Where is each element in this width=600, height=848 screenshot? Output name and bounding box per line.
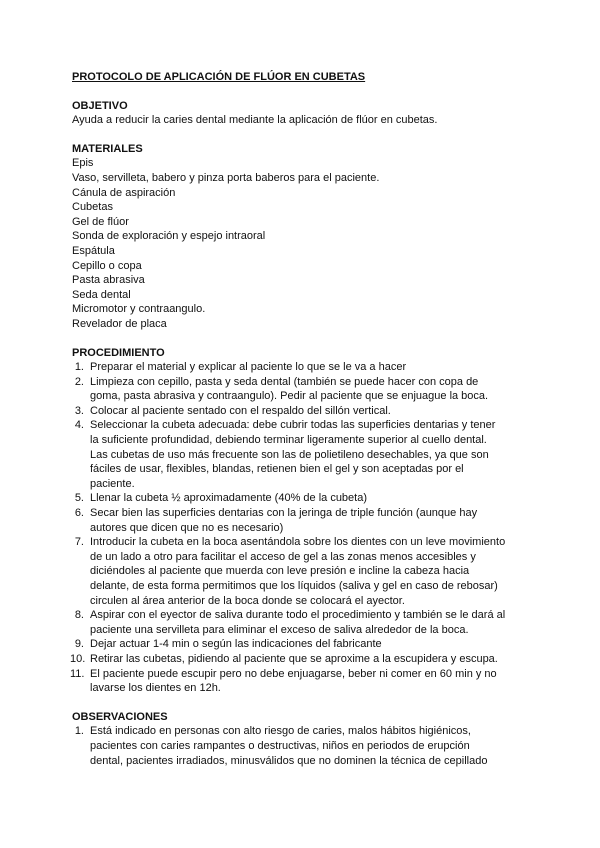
procedimiento-step	[72, 404, 560, 419]
procedimiento-step-text-line: Seleccionar la cubeta adecuada: debe cubrir todas las superficies dentarias y tener	[90, 419, 496, 432]
procedimiento-step	[72, 360, 560, 375]
materiales-item: Cepillo o copa	[72, 259, 142, 272]
materiales-item: Espátula	[72, 244, 115, 257]
materiales-item: Gel de flúor	[72, 215, 129, 228]
procedimiento-step	[72, 608, 560, 637]
observaciones-item-text-line: pacientes con caries rampantes o destructivas, niños en periodos de erupción	[90, 739, 470, 752]
procedimiento-step-text-line: goma, pasta abrasiva y contraangulo). Pedir al paciente que se enjuague la boca.	[90, 390, 489, 403]
materiales-heading: MATERIALES	[72, 142, 143, 155]
procedimiento-step-text-line: circulen al área anterior de la boca donde se colocará el ayector.	[90, 594, 405, 607]
procedimiento-step-text-line: Dejar actuar 1-4 min o según las indicaciones del fabricante	[90, 638, 382, 651]
section-observaciones	[72, 710, 560, 768]
procedimiento-step-text-line: lavarse los dientes en 12h.	[90, 682, 221, 695]
procedimiento-step-number: 11.	[70, 667, 85, 680]
procedimiento-step-text-line: Llenar la cubeta ½ aproximadamente (40% de la cubeta)	[90, 492, 368, 505]
procedimiento-step-text-line: autores que dicen que no es necesario)	[90, 521, 284, 534]
procedimiento-step-number: 9.	[74, 638, 84, 651]
materiales-item: Pasta abrasiva	[72, 274, 145, 287]
observaciones-heading: OBSERVACIONES	[72, 710, 168, 723]
objetivo-text: Ayuda a reducir la caries dental mediante la aplicación de flúor en cubetas.	[72, 114, 438, 127]
procedimiento-step-number: 10.	[70, 652, 86, 665]
procedimiento-step-text-line: Las cubetas de uso más frecuente son las de polietileno desechables, ya que son	[90, 448, 489, 461]
document-title: PROTOCOLO DE APLICACIÓN DE FLÚOR EN CUBETAS	[72, 71, 366, 83]
procedimiento-step	[72, 418, 560, 491]
procedimiento-step-text-line: Limpieza con cepillo, pasta y seda dental (también se puede hacer con copa de	[90, 375, 479, 388]
procedimiento-step-number: 2.	[74, 375, 84, 388]
procedimiento-step-text-line: la suficiente profundidad, debiendo terminar ligeramente superior al cuello dental.	[90, 434, 487, 447]
procedimiento-step	[72, 667, 560, 696]
procedimiento-step-number: 5.	[74, 492, 84, 505]
procedimiento-step	[72, 652, 560, 667]
procedimiento-step-text-line: Retirar las cubetas, pidiendo al paciente que se aproxime a la escupidera y escupa.	[90, 652, 498, 665]
procedimiento-step	[72, 535, 560, 608]
procedimiento-list	[72, 360, 560, 696]
procedimiento-step-number: 1.	[74, 361, 84, 374]
materiales-item: Seda dental	[72, 288, 131, 301]
procedimiento-heading: PROCEDIMIENTO	[72, 346, 165, 359]
procedimiento-step-number: 7.	[74, 536, 84, 549]
procedimiento-step-text-line: Aspirar con el eyector de saliva durante todo el procedimiento y también se le dará al	[90, 609, 506, 622]
materiales-item: Cánula de aspiración	[72, 186, 176, 199]
procedimiento-step-number: 8.	[74, 609, 84, 622]
section-procedimiento	[72, 346, 560, 696]
procedimiento-step	[72, 506, 560, 535]
materiales-item: Revelador de placa	[72, 317, 167, 330]
procedimiento-step-number: 3.	[74, 404, 84, 417]
procedimiento-step-text-line: Colocar al paciente sentado con el respaldo del sillón vertical.	[90, 404, 391, 417]
observaciones-item-text-line: dental, pacientes irradiados, minusválidos que no dominen la técnica de cepillado	[90, 754, 488, 767]
section-objetivo	[72, 99, 560, 128]
materiales-item: Epis	[72, 157, 94, 170]
procedimiento-step-text-line: fáciles de usar, flexibles, blandas, retienen bien el gel y son aceptadas por el	[90, 463, 464, 476]
procedimiento-step-text-line: Preparar el material y explicar al paciente lo que se le va a hacer	[90, 361, 407, 374]
observaciones-item-text-line: Está indicado en personas con alto riesgo de caries, malos hábitos higiénicos,	[90, 725, 471, 738]
observaciones-item-number: 1.	[74, 725, 84, 738]
procedimiento-step-text-line: diciéndoles al paciente que muerda con leve presión e incline la cabeza hacia	[90, 565, 470, 578]
materiales-list	[72, 156, 560, 331]
procedimiento-step-text-line: El paciente puede escupir pero no debe enjuagarse, beber ni comer en 60 min y no	[90, 667, 497, 680]
procedimiento-step	[72, 637, 560, 652]
procedimiento-step-text-line: Introducir la cubeta en la boca asentándola sobre los dientes con un leve movimiento	[90, 536, 506, 549]
procedimiento-step-text-line: de un lado a otro para facilitar el acceso de gel a las zonas menos accesibles y	[90, 550, 476, 563]
observaciones-item	[72, 724, 560, 768]
procedimiento-step-text-line: delante, de esta forma permitimos que los líquidos (saliva y gel en caso de rebosar)	[90, 580, 498, 592]
procedimiento-step-text-line: Secar bien las superficies dentarias con la jeringa de triple función (aunque hay	[90, 507, 478, 520]
observaciones-list	[72, 724, 560, 768]
procedimiento-step	[72, 491, 560, 506]
procedimiento-step-number: 4.	[74, 419, 84, 432]
procedimiento-step-number: 6.	[74, 507, 84, 520]
materiales-item: Cubetas	[72, 201, 113, 214]
section-materiales	[72, 142, 560, 332]
materiales-item: Micromotor y contraangulo.	[72, 303, 206, 316]
objetivo-heading: OBJETIVO	[72, 99, 128, 112]
procedimiento-step	[72, 375, 560, 404]
procedimiento-step-text-line: paciente una servilleta para eliminar el exceso de saliva alrededor de la boca.	[90, 623, 469, 636]
materiales-item: Sonda de exploración y espejo intraoral	[72, 230, 266, 243]
procedimiento-step-text-line: paciente.	[90, 477, 135, 490]
materiales-item: Vaso, servilleta, babero y pinza porta baberos para el paciente.	[72, 171, 380, 184]
